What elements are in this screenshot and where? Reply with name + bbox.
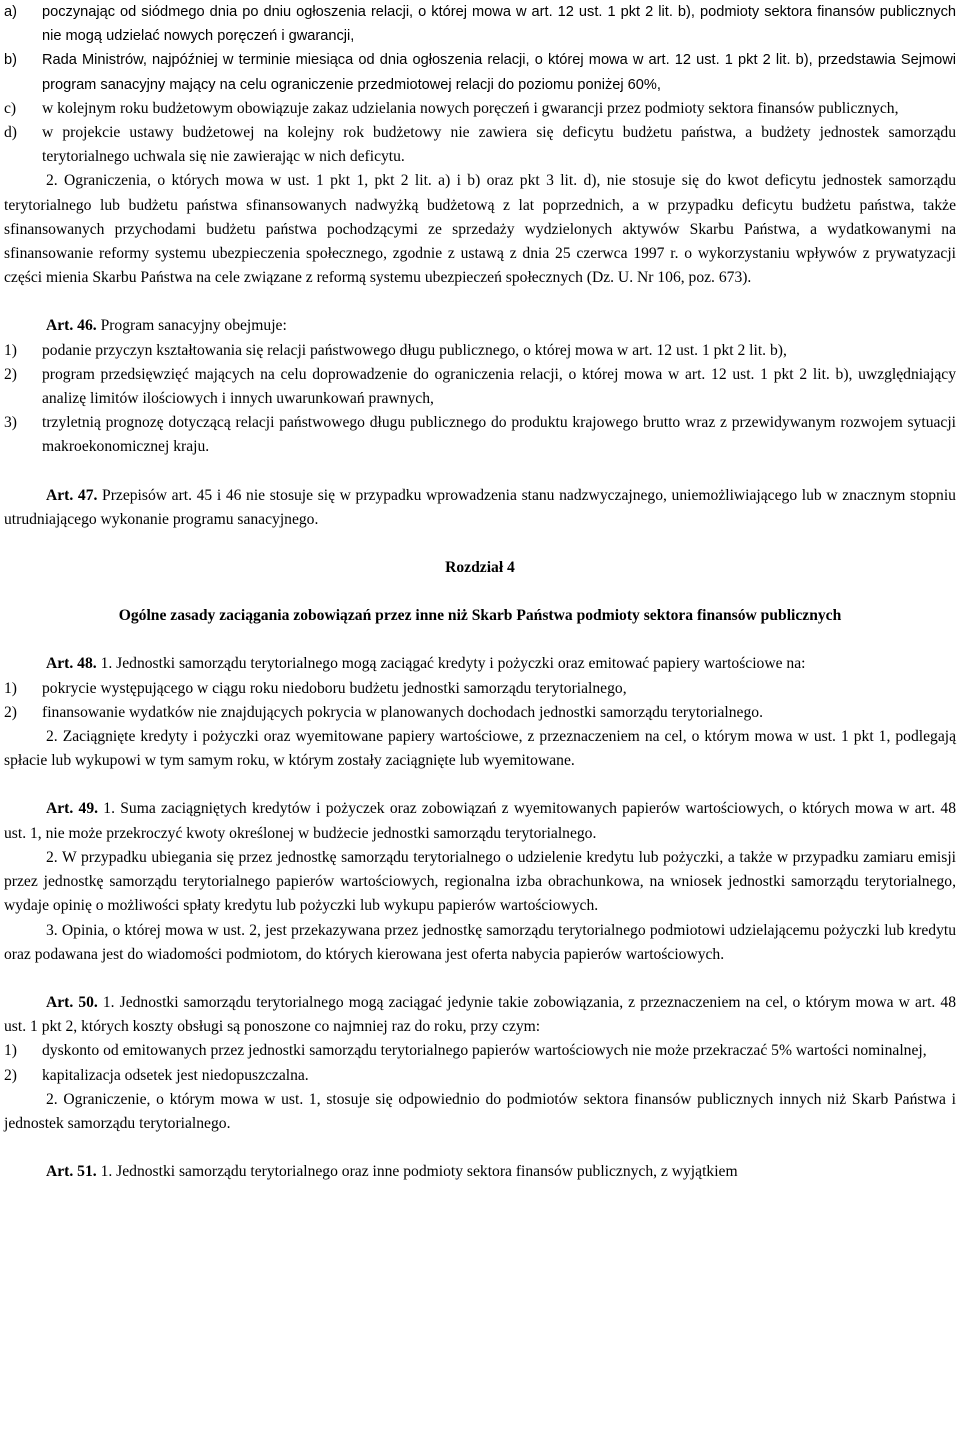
paragraph-ust-2: 2. Ograniczenia, o których mowa w ust. 1 pkt 1, pkt 2 lit. a) i b) oraz pkt 3 lit. d), nie stosuje się do kwot deficytu jednostek samorządu terytorialnego lub budżetu państwa sfinansowanych nadwyżką budżetową z lat poprzednich, a w przypadku deficytu budżetu państwa, także sfinansowanych przychodami budżetu państwa pochodzącymi ze sprzedaży wydzielonych aktywów Skarbu Państwa, a wydatkowanymi na sfinansowanie reformy systemu ubezpieczenia społecznego, zgodnie z ustawą z dnia 25 czerwca 1997 r. o wykorzystaniu wpływów z prywatyzacji części mienia Skarbu Państwa na cele związane z reformą systemu ubezpieczeń społecznych (Dz. U. Nr 106, poz. 673). [4, 172, 956, 287]
article-50 [4, 991, 956, 1039]
list-label: d) [4, 124, 17, 142]
list-label: 2) [4, 365, 17, 383]
article-heading: Art. 47. [46, 486, 98, 504]
list-item [4, 701, 956, 725]
list-label: 3) [4, 414, 17, 432]
list-item [4, 1064, 956, 1088]
article-heading: Art. 50. [46, 993, 98, 1011]
list-text: podanie przyczyn kształtowania się relacji państwowego długu publicznego, o której mowa w art. 12 ust. 1 pkt 2 lit. b), [42, 341, 787, 359]
list-text: finansowanie wydatków nie znajdujących pokrycia w planowanych dochodach jednostki samorządu terytorialnego. [42, 703, 763, 721]
article-51 [4, 1160, 956, 1184]
document-page [4, 0, 956, 1184]
list-item [4, 677, 956, 701]
article-text: 1. Jednostki samorządu terytorialnego oraz inne podmioty sektora finansów publicznych, z wyjątkiem [96, 1163, 738, 1181]
list-item-d [4, 121, 956, 169]
chapter-subtitle [4, 604, 956, 628]
article-intro: Program sanacyjny obejmuje: [96, 317, 287, 335]
article-46 [4, 314, 956, 338]
list-text: dyskonto od emitowanych przez jednostki samorządu terytorialnego papierów wartościowych nie może przekraczać 5% wartości nominalnej, [42, 1042, 927, 1060]
paragraph-ust-3: 3. Opinia, o której mowa w ust. 2, jest przekazywana przez jednostkę samorządu terytorialnego podmiotowi udzielającemu pożyczki lub kredytu oraz podawana jest do wiadomości podmiotom, do których kierowana jest oferta nabycia papierów wartościowych. [4, 921, 956, 963]
article-text: Przepisów art. 45 i 46 nie stosuje się w przypadku wprowadzenia stanu nadzwyczajnego, uniemożliwiającego lub w znacznym stopniu utrudniającego wykonanie programu sanacyjnego. [4, 486, 956, 528]
list-item-c [4, 97, 956, 121]
list-label: 2) [4, 1066, 17, 1084]
list-label: b) [4, 52, 17, 69]
list-text: Rada Ministrów, najpóźniej w terminie miesiąca od dnia ogłoszenia relacji, o której mowa w art. 12 ust. 1 pkt 2 lit. b), przedstawia Sejmowi program sanacyjny mający na celu ograniczenie przedmiotowej relacji do poziomu poniżej 60%, [42, 52, 956, 93]
article-49 [4, 797, 956, 845]
list-label: 1) [4, 1042, 17, 1060]
chapter-subtitle-text: Ogólne zasady zaciągania zobowiązań przez inne niż Skarb Państwa podmioty sektora finansów publicznych [118, 607, 842, 625]
article-47 [4, 484, 956, 532]
list-label: c) [4, 99, 17, 117]
article-intro: 1. Jednostki samorządu terytorialnego mogą zaciągać kredyty i pożyczki oraz emitować papiery wartościowe na: [96, 655, 806, 673]
list-text: w projekcie ustawy budżetowej na kolejny rok budżetowy nie zawiera się deficytu budżetu państwa, a budżety jednostek samorządu terytorialnego uchwala się nie zawierając w nich deficytu. [42, 124, 956, 166]
article-heading: Art. 46. [46, 317, 97, 335]
list-label: 1) [4, 679, 17, 697]
list-text: trzyletnią prognozę dotyczącą relacji państwowego długu publicznego do produktu krajowego brutto wraz z przewidywanym rozwojem sytuacji makroekonomicznej kraju. [42, 414, 956, 456]
list-item [4, 339, 956, 363]
list-text: kapitalizacja odsetek jest niedopuszczalna. [42, 1066, 309, 1084]
list-text: poczynając od siódmego dnia po dniu ogłoszenia relacji, o której mowa w art. 12 ust. 1 pkt 2 lit. b), podmioty sektora finansów publicznych nie mogą udzielać nowych poręczeń i gwarancji, [42, 4, 956, 45]
article-text: 1. Suma zaciągniętych kredytów i pożyczek oraz zobowiązań z wyemitowanych papierów wartościowych, o których mowa w art. 48 ust. 1, nie może przekroczyć kwoty określonej w budżecie jednostki samorządu terytorialnego. [4, 800, 956, 842]
article-heading: Art. 51. [46, 1163, 97, 1181]
paragraph-ust-2: 2. Ograniczenie, o którym mowa w ust. 1, stosuje się odpowiednio do podmiotów sektora finansów publicznych innych niż Skarb Państwa i jednostek samorządu terytorialnego. [4, 1090, 956, 1132]
article-intro: 1. Jednostki samorządu terytorialnego mogą zaciągać jedynie takie zobowiązania, z przeznaczeniem na cel, o którym mowa w art. 48 ust. 1 pkt 2, których koszty obsługi są ponoszone co najmniej raz do roku, przy czym: [4, 993, 956, 1036]
list-item [4, 411, 956, 459]
paragraph-ust-2: 2. W przypadku ubiegania się przez jednostkę samorządu terytorialnego o udzielenie kredytu lub pożyczki, a także w przypadku zamiaru emisji przez jednostkę samorządu terytorialnego papierów wartościowych, regionalna izba obrachunkowa, na wniosek jednostki samorządu terytorialnego, wydaje opinię o możliwości spłaty kredytu lub pożyczki lub wykupu papierów wartościowych. [4, 848, 956, 915]
list-item [4, 363, 956, 411]
article-heading: Art. 48. [46, 655, 97, 673]
chapter-title [4, 556, 956, 580]
list-text: program przedsięwzięć mających na celu doprowadzenie do ograniczenia relacji, o której mowa w art. 12 ust. 1 pkt 2 lit. b), uwzględniający analizę limitów ilościowych i innych uwarunkowań prawnych, [42, 365, 956, 408]
article-heading: Art. 49. [46, 800, 99, 818]
list-text: pokrycie występującego w ciągu roku niedoboru budżetu jednostki samorządu terytorialnego, [42, 679, 627, 697]
paragraph-ust-2: 2. Zaciągnięte kredyty i pożyczki oraz wyemitowane papiery wartościowe, z przeznaczeniem na cel, o którym mowa w ust. 1 pkt 1, podlegają spłacie lub wykupowi w tym samym roku, w którym zostały zaciągnięte lub wyemitowane. [4, 728, 956, 770]
article-48 [4, 652, 956, 676]
list-text: w kolejnym roku budżetowym obowiązuje zakaz udzielania nowych poręczeń i gwarancji przez podmioty sektora finansów publicznych, [42, 99, 899, 117]
list-label: 2) [4, 703, 17, 721]
list-item-a [4, 0, 956, 48]
list-label: 1) [4, 341, 17, 359]
list-item [4, 1039, 956, 1063]
list-label: a) [4, 4, 17, 20]
list-item-b [4, 48, 956, 96]
chapter-title-text: Rozdział 4 [445, 559, 515, 577]
